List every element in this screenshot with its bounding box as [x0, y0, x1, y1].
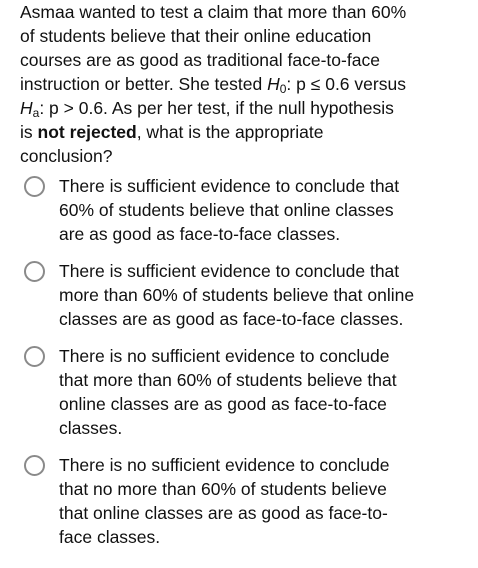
- question-line: conclusion?: [20, 146, 113, 166]
- radio-button[interactable]: [24, 346, 45, 367]
- answer-option-line: online classes are as good as face-to-face: [59, 394, 387, 414]
- answer-option-line: more than 60% of students believe that online: [59, 285, 415, 305]
- answer-option-line: that online classes are as good as face-to-: [59, 503, 388, 523]
- question-text: [20, 0, 470, 168]
- emphasis-not-rejected: not rejected: [37, 122, 137, 142]
- answer-option-label: [59, 259, 470, 331]
- ha-subscript: a: [32, 106, 40, 120]
- question-line-alt-hypothesis: [20, 96, 470, 120]
- answer-option-line: face classes.: [59, 527, 161, 547]
- ha-statement: : p > 0.6. As per her test, if the null hypothesis: [39, 98, 394, 118]
- answer-option-1[interactable]: [24, 174, 470, 246]
- answer-option-4[interactable]: [24, 453, 470, 549]
- question-line: of students believe that their online education: [20, 26, 372, 46]
- answer-option-line: There is sufficient evidence to conclude that: [59, 176, 400, 196]
- answer-option-line: 60% of students believe that online classes: [59, 200, 394, 220]
- answer-option-line: are as good as face-to-face classes.: [59, 224, 341, 244]
- question-line-null-hypothesis: [20, 72, 470, 96]
- answer-options: [24, 174, 470, 549]
- answer-option-line: There is no sufficient evidence to conclude: [59, 455, 390, 475]
- h0-symbol: H: [267, 74, 280, 94]
- question-line: Asmaa wanted to test a claim that more than 60%: [20, 2, 407, 22]
- answer-option-3[interactable]: [24, 344, 470, 440]
- question-text-fragment: is: [20, 122, 38, 142]
- answer-option-line: that more than 60% of students believe that: [59, 370, 397, 390]
- answer-option-label: [59, 174, 470, 246]
- radio-button[interactable]: [24, 261, 45, 282]
- ha-symbol: H: [20, 98, 33, 118]
- question-text-fragment: instruction or better. She tested: [20, 74, 268, 94]
- answer-option-label: [59, 453, 470, 549]
- answer-option-line: There is no sufficient evidence to conclude: [59, 346, 390, 366]
- radio-button[interactable]: [24, 455, 45, 476]
- answer-option-line: classes.: [59, 418, 123, 438]
- question-line: courses are as good as traditional face-to-face: [20, 50, 380, 70]
- h0-subscript: 0: [279, 82, 287, 96]
- answer-option-line: that no more than 60% of students believe: [59, 479, 387, 499]
- answer-option-line: classes are as good as face-to-face classes.: [59, 309, 404, 329]
- answer-option-line: There is sufficient evidence to conclude that: [59, 261, 400, 281]
- radio-button[interactable]: [24, 176, 45, 197]
- question-text-fragment: , what is the appropriate: [136, 122, 324, 142]
- h0-statement: : p ≤ 0.6 versus: [286, 74, 406, 94]
- answer-option-2[interactable]: [24, 259, 470, 331]
- answer-option-label: [59, 344, 470, 440]
- question-line: [20, 120, 470, 144]
